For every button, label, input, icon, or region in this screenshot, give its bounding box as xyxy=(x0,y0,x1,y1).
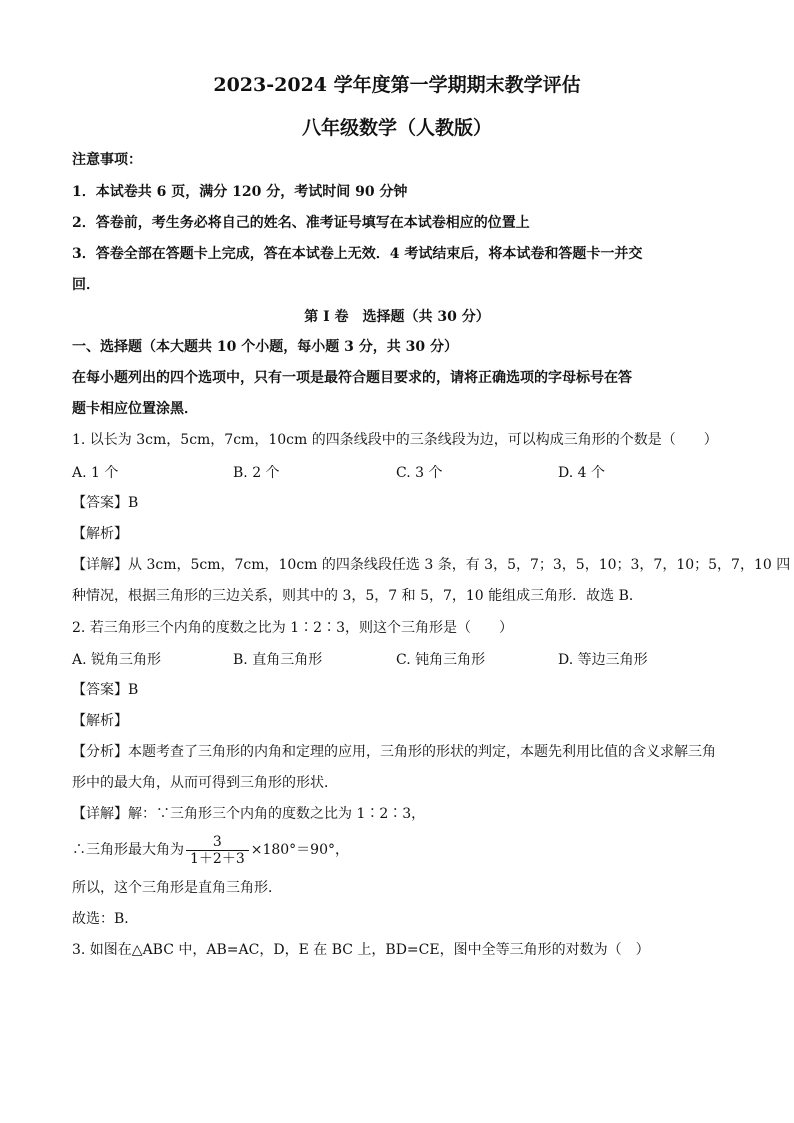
q2-option-b: B. 直角三角形 xyxy=(233,652,323,668)
q1-option-a: A. 1 个 xyxy=(72,465,119,481)
exam-subtitle: 八年级数学（人教版） xyxy=(301,117,492,139)
section-heading: 一、选择题（本大题共 10 个小题，每小题 3 分，共 30 分） xyxy=(72,339,458,355)
q2-calc-suffix: ×180°＝90°， xyxy=(250,842,350,858)
q1-answer: 【答案】B xyxy=(72,495,139,511)
q2-fraction-numerator: 3 xyxy=(186,834,249,851)
section-instruction-2: 题卡相应位置涂黑． xyxy=(72,401,198,417)
q2-fenxi-2: 形中的最大角，从而可得到三角形的形状． xyxy=(72,775,338,791)
q2-conclusion: 所以，这个三角形是直角三角形． xyxy=(72,880,282,896)
q2-option-a: A. 锐角三角形 xyxy=(72,652,162,668)
q1-detail-2: 种情况，根据三角形的三边关系，则其中的 3，5，7 和 5，7，10 能组成三角形．故选 B． xyxy=(72,588,643,604)
q2-detail-1: 【详解】解：∵三角形三个内角的度数之比为 1∶2∶3， xyxy=(72,806,426,822)
notice-item-2: 2．答卷前，考生务必将自己的姓名、准考证号填写在本试卷相应的位置上 xyxy=(72,215,530,231)
q2-option-d: D. 等边三角形 xyxy=(558,652,648,668)
q1-analysis-label: 【解析】 xyxy=(72,526,128,542)
notice-item-3b: 回． xyxy=(72,277,100,293)
q1-option-d: D. 4 个 xyxy=(558,465,605,481)
notice-item-1: 1．本试卷共 6 页，满分 120 分，考试时间 90 分钟 xyxy=(72,184,408,200)
notice-item-3a: 3．答卷全部在答题卡上完成，答在本试卷上无效．4 考试结束后，将本试卷和答题卡一并交 xyxy=(72,246,643,262)
q2-fraction xyxy=(186,834,249,867)
q2-stem: 2. 若三角形三个内角的度数之比为 1∶2∶3，则这个三角形是（ ） xyxy=(72,620,513,636)
q2-choice: 故选：B． xyxy=(72,911,139,927)
q2-fenxi-1: 【分析】本题考查了三角形的内角和定理的应用，三角形的形状的判定，本题先利用比值的含义求解三角 xyxy=(72,744,716,760)
q1-detail-1: 【详解】从 3cm，5cm，7cm，10cm 的四条线段任选 3 条，有 3，5，7；3，5，10；3，7，10；5，7，10 四 xyxy=(72,557,791,573)
q2-analysis-label: 【解析】 xyxy=(72,713,128,729)
section-instruction-1: 在每小题列出的四个选项中，只有一项是最符合题目要求的，请将正确选项的字母标号在答 xyxy=(72,370,632,386)
q1-option-b: B. 2 个 xyxy=(233,465,280,481)
q2-calc-prefix: ∴三角形最大角为 xyxy=(72,842,184,858)
q1-stem: 1. 以长为 3cm，5cm，7cm，10cm 的四条线段中的三条线段为边，可以构成三角形的个数是（ ） xyxy=(72,432,718,448)
notice-heading: 注意事项： xyxy=(72,152,142,168)
exam-title: 2023-2024 学年度第一学期期末教学评估 xyxy=(213,74,581,96)
q2-answer: 【答案】B xyxy=(72,682,139,698)
q2-calculation xyxy=(72,832,349,868)
volume-heading: 第 I 卷 选择题（共 30 分） xyxy=(304,309,490,325)
q2-fraction-denominator: 1＋2＋3 xyxy=(190,850,245,867)
q2-option-c: C. 钝角三角形 xyxy=(396,652,486,668)
q3-stem: 3. 如图在△ABC 中，AB=AC，D，E 在 BC 上，BD=CE，图中全等三角形的对数为（ ） xyxy=(72,942,650,958)
q1-option-c: C. 3 个 xyxy=(396,465,443,481)
